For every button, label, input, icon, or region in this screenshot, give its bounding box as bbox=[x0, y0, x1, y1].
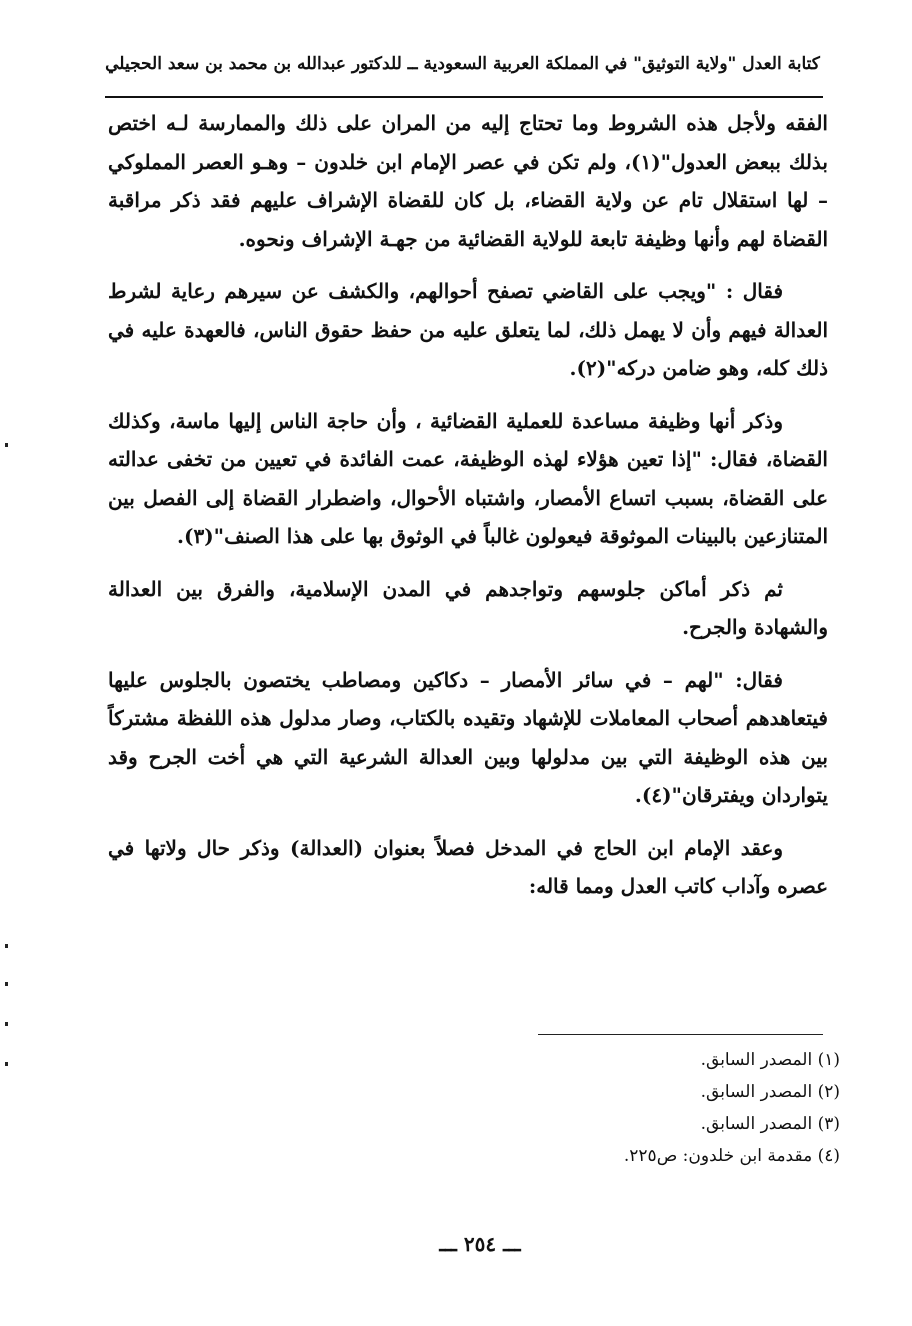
paragraph-5: فقال: "لهم – في سائر الأمصار – دكاكين ومصاطب يختصون بالجلوس عليها فيتعاهدهم أصحاب المعاملات للإشهاد وتقيده بالكتاب، وصار مدلول هذه اللفظة مشتركاً بين هذه الوظيفة التي بين مدلولها وبين العدالة الشرعية التي هي أخت الجرح وقد يتواردان ويفترقان"(٤). bbox=[108, 667, 829, 807]
paragraph-1: الفقه ولأجل هذه الشروط وما تحتاج إليه من المران على ذلك والممارسة لـه اختص بذلك ببعض العدول"(١)، ولم تكن في عصر الإمام ابن خلدون – وهـو العصر المملوكي – لها استقلال تام عن ولاية القضاء، بل كان للقضاة الإشراف عليهم فقد ذكر مراقبة القضاة لهم وأنها وظيفة تابعة للولاية القضائية من جهـة الإشراف ونحوه. bbox=[108, 111, 828, 251]
paragraph-2: فقال : "ويجب على القاضي تصفح أحوالهم، والكشف عن سيرهم رعاية لشرط العدالة فيهم وأن لا يهمل ذلك، لما يتعلق عليه من حفظ حقوق الناس، فالعهدة عليه في ذلك كله، وهو ضامن دركه"(٢). bbox=[108, 279, 828, 380]
header-divider bbox=[105, 96, 823, 98]
footnote-4: (٤) مقدمة ابن خلدون: ص٢٢٥. bbox=[623, 1146, 840, 1166]
paragraph-4: ثم ذكر أماكن جلوسهم وتواجدهم في المدن الإسلامية، والفرق بين العدالة والشهادة والجرح. bbox=[108, 576, 828, 639]
main-text bbox=[108, 104, 828, 920]
scan-speck bbox=[5, 443, 8, 447]
scan-speck bbox=[5, 982, 8, 986]
footnote-3: (٣) المصدر السابق. bbox=[700, 1114, 840, 1134]
footnote-2: (٢) المصدر السابق. bbox=[700, 1082, 840, 1102]
footnote-divider bbox=[538, 1034, 823, 1035]
scan-speck bbox=[5, 1062, 8, 1066]
page-number: ـــ ٢٥٤ ـــ bbox=[439, 1232, 521, 1256]
scan-speck bbox=[5, 944, 8, 948]
paragraph-6: وعقد الإمام ابن الحاج في المدخل فصلاً بعنوان (العدالة) وذكر حال ولاتها في عصره وآداب كاتب العدل ومما قاله: bbox=[108, 835, 828, 898]
footnotes bbox=[400, 1044, 840, 1172]
footnote-1: (١) المصدر السابق. bbox=[700, 1050, 840, 1070]
paragraph-3: وذكر أنها وظيفة مساعدة للعملية القضائية ، وأن حاجة الناس إليها ماسة، وكذلك القضاة، فقال: "إذا تعين هؤلاء لهذه الوظيفة، عمت الفائدة في تعيين من تخفى عدالته على القضاة، بسبب اتساع الأمصار، واشتباه الأحوال، واضطرار القضاة إلى الفصل بين المتنازعين بالبينات الموثوقة فيعولون غالباً في الوثوق بها على هذا الصنف"(٣). bbox=[108, 408, 828, 548]
scan-speck bbox=[5, 1022, 8, 1026]
running-header: كتابة العدل "ولاية التوثيق" في المملكة العربية السعودية ــ للدكتور عبدالله بن محمد بن سعد الحجيلي bbox=[105, 54, 820, 74]
